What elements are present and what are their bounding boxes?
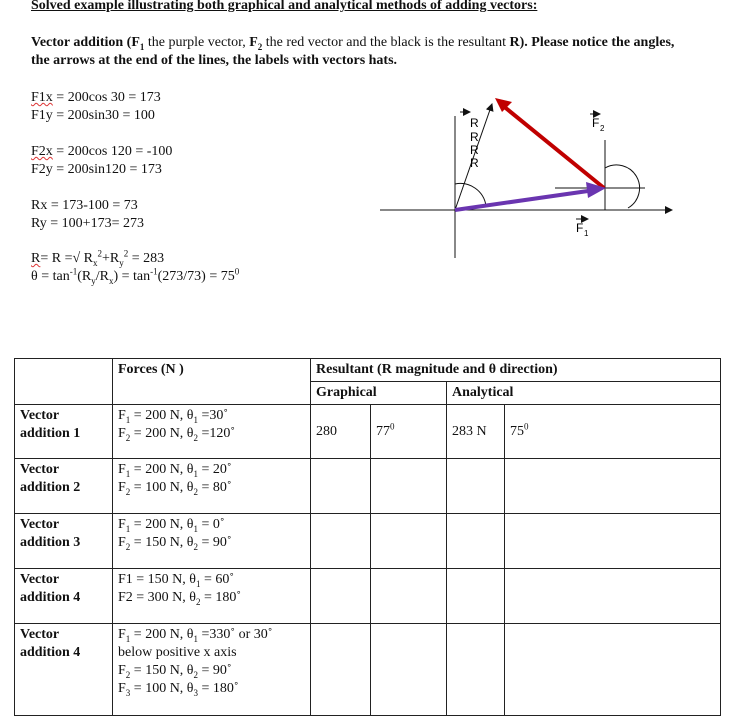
calc-theta-a: θ = tan <box>31 269 70 284</box>
graphical-magnitude-cell <box>311 405 371 459</box>
force-text: F2 = 300 N, θ <box>118 590 196 605</box>
force-line <box>118 461 305 479</box>
f1-label: F <box>576 221 584 235</box>
force-sub: 3 <box>125 687 131 698</box>
force-line <box>118 407 305 425</box>
theta-sub: 2 <box>193 541 199 552</box>
graphical-direction-cell <box>371 514 447 569</box>
table-row <box>15 514 721 569</box>
force-sub: 2 <box>125 432 131 443</box>
f2-label-sub: 2 <box>600 124 605 133</box>
angle-text: = 180˚ <box>200 590 242 605</box>
force-text: F <box>118 517 126 532</box>
calc-rmag-plus: +R <box>102 251 120 266</box>
analytical-magnitude-cell <box>447 569 505 624</box>
intro-r: R <box>509 35 520 50</box>
intro-f2: F <box>249 35 258 50</box>
force-text: = 200 N, θ <box>130 517 194 532</box>
calc-f1y: F1y = 200sin30 = 100 <box>31 108 155 123</box>
force-line <box>118 516 305 534</box>
force-text: F <box>118 627 126 642</box>
analytical-magnitude-cell <box>447 514 505 569</box>
table-row <box>15 405 721 459</box>
angle-text: = 0˚ <box>198 517 225 532</box>
theta-sub: 1 <box>196 578 201 589</box>
force-line <box>118 479 305 497</box>
calc-rmag-x: x <box>93 257 98 268</box>
force-sub: 2 <box>125 541 131 552</box>
force-line <box>118 662 305 680</box>
angle-text: = 90˚ <box>198 535 232 550</box>
intro-f2-sub: 2 <box>257 41 263 52</box>
force-line <box>118 680 305 698</box>
resultant-label: R <box>470 143 479 157</box>
intro-f2-desc: the red vector and the black is the resultant <box>262 35 510 50</box>
theta-sub: 3 <box>193 687 199 698</box>
results-table <box>14 358 721 716</box>
vector-diagram <box>360 80 690 260</box>
intro-f1: F <box>131 35 140 50</box>
calc-rmag-r: R <box>31 251 41 266</box>
forces-cell <box>113 459 311 514</box>
force-text: F <box>118 681 126 696</box>
f1-vector-line <box>455 191 588 210</box>
calc-f2x-rest: = 200cos 120 = -100 <box>52 144 173 159</box>
header-empty-cell <box>15 359 113 405</box>
theta-sub: 1 <box>193 523 199 534</box>
calc-rmag-sq2: 2 <box>123 248 129 259</box>
force-text: = 200 N, θ <box>130 408 194 423</box>
resultant-label: R <box>470 116 479 130</box>
row-label-line: addition 3 <box>20 535 81 550</box>
analytical-magnitude-cell <box>447 405 505 459</box>
theta-sub: 1 <box>193 468 199 479</box>
graphical-direction-cell <box>371 459 447 514</box>
row-label-line: Vector <box>20 627 60 642</box>
table-row <box>15 569 721 624</box>
force-text: = 200 N, θ <box>130 426 194 441</box>
calc-f1x-symbol: F1x <box>31 90 53 105</box>
calc-rmag-y: y <box>119 257 124 268</box>
analytical-direction-cell <box>505 624 721 716</box>
row-label-line: Vector <box>20 408 60 423</box>
force-sub: 1 <box>125 468 131 479</box>
force-line <box>118 626 305 644</box>
intro-lead: Vector addition ( <box>31 35 132 50</box>
graphical-direction: 77 <box>376 424 390 439</box>
calc-f1x-rest: = 200cos 30 = 173 <box>52 90 161 105</box>
calc-f2x-symbol: F2x <box>31 144 53 159</box>
graphical-direction-cell <box>371 569 447 624</box>
table-row <box>15 459 721 514</box>
calc-theta-b: (R <box>77 269 92 284</box>
calc-rmag-b: = R =√ R <box>40 251 93 266</box>
calc-theta-c: /R <box>95 269 109 284</box>
force-line <box>118 589 305 607</box>
graphical-magnitude-cell <box>311 624 371 716</box>
row-label-line: addition 4 <box>20 645 81 660</box>
forces-cell <box>113 405 311 459</box>
analytical-direction-cell <box>505 405 721 459</box>
analytical-magnitude-cell <box>447 624 505 716</box>
analytical-direction-sup: 0 <box>524 421 529 432</box>
force-text: = 150 N, θ <box>130 663 194 678</box>
analytical-direction-cell <box>505 459 721 514</box>
intro-f1-desc: the purple vector, <box>144 35 250 50</box>
angle-text: = 90˚ <box>198 663 232 678</box>
calc-f2x <box>31 143 172 161</box>
header-graphical: Graphical <box>311 382 447 405</box>
graphical-magnitude-cell <box>311 569 371 624</box>
graphical-magnitude: 280 <box>316 424 337 439</box>
angle-text: =120˚ <box>198 426 236 441</box>
calc-rmag-eq: = 283 <box>128 251 165 266</box>
f1-arrowhead <box>586 182 606 198</box>
graphical-direction-cell <box>371 624 447 716</box>
graphical-direction-sup: 0 <box>390 421 395 432</box>
force-sub: 1 <box>125 414 131 425</box>
graphical-direction-cell <box>371 405 447 459</box>
angle-text: =30˚ <box>198 408 229 423</box>
calc-rx: Rx = 173-100 = 73 <box>31 198 138 213</box>
theta-sub: 2 <box>193 486 199 497</box>
force-text: = 150 N, θ <box>130 535 194 550</box>
analytical-direction-cell <box>505 514 721 569</box>
f2-vector-line <box>502 105 604 188</box>
calc-theta-neg2: -1 <box>150 266 158 277</box>
row-label <box>15 405 113 459</box>
force-sub: 2 <box>125 669 131 680</box>
intro-f1-sub: 1 <box>139 41 145 52</box>
force-text: F1 = 150 N, θ <box>118 572 196 587</box>
forces-cell <box>113 624 311 716</box>
force-text: = 200 N, θ <box>130 462 194 477</box>
table-body <box>15 405 721 716</box>
forces-cell <box>113 514 311 569</box>
force-sub: 2 <box>125 486 131 497</box>
force-line <box>118 425 305 443</box>
calc-theta <box>31 268 239 286</box>
theta-sub: 1 <box>193 633 199 644</box>
header-analytical: Analytical <box>447 382 721 405</box>
calc-f1x <box>31 89 161 107</box>
theta-sub: 1 <box>193 414 199 425</box>
analytical-direction: 75 <box>510 424 524 439</box>
header-forces: Forces (N ) <box>113 359 311 405</box>
table-row <box>15 624 721 716</box>
graphical-magnitude-cell <box>311 514 371 569</box>
angle-text: =330˚ or 30˚ <box>198 627 273 642</box>
force-text: F <box>118 480 126 495</box>
calc-rmag-sq1: 2 <box>97 248 102 259</box>
row-label-line: Vector <box>20 572 60 587</box>
table-header-row <box>15 359 721 382</box>
row-label-line: addition 1 <box>20 426 81 441</box>
header-resultant: Resultant (R magnitude and θ direction) <box>311 359 721 382</box>
force-text: F <box>118 426 126 441</box>
force-text: = 200 N, θ <box>130 627 194 642</box>
theta-sub: 2 <box>193 669 199 680</box>
analytical-direction-cell <box>505 569 721 624</box>
calc-ry: Ry = 100+173= 273 <box>31 216 144 231</box>
analytical-magnitude: 283 N <box>452 424 487 439</box>
row-label <box>15 514 113 569</box>
calc-theta-x: x <box>108 275 114 286</box>
angle-text: = 80˚ <box>198 480 232 495</box>
force-line <box>118 644 305 662</box>
graphical-magnitude-cell <box>311 459 371 514</box>
force-sub: 1 <box>125 523 131 534</box>
force-text: F <box>118 535 126 550</box>
theta-sub: 2 <box>193 432 199 443</box>
calc-theta-e: (273/73) = 75 <box>157 269 235 284</box>
forces-cell <box>113 569 311 624</box>
calc-rmag <box>31 250 164 268</box>
f1-label-sub: 1 <box>584 229 589 238</box>
angle-text: = 60˚ <box>200 572 235 587</box>
resultant-label: R <box>470 156 479 170</box>
theta-sub: 2 <box>196 596 201 607</box>
force-text: F <box>118 462 126 477</box>
row-label <box>15 624 113 716</box>
force-sub: 1 <box>125 633 131 644</box>
calc-theta-neg1: -1 <box>69 266 78 277</box>
force-line <box>118 571 305 589</box>
resultant-label: R <box>470 130 479 144</box>
force-text: = 100 N, θ <box>130 681 194 696</box>
force-text: = 100 N, θ <box>130 480 194 495</box>
row-label-line: Vector <box>20 462 60 477</box>
row-label-line: addition 4 <box>20 590 81 605</box>
force-text: below positive x axis <box>118 645 237 660</box>
force-text: F <box>118 408 126 423</box>
angle-text: = 20˚ <box>198 462 232 477</box>
force-text: F <box>118 663 126 678</box>
f2-label: F <box>592 116 600 130</box>
row-label <box>15 569 113 624</box>
intro-tail: ). Please notice the angles, the arrows at the end of the lines, the labels with vectors hats. <box>31 35 675 68</box>
force-line <box>118 534 305 552</box>
page-title: Solved example illustrating both graphical and analytical methods of adding vectors: <box>31 0 538 13</box>
calc-f2y: F2y = 200sin120 = 173 <box>31 162 162 177</box>
calc-theta-d: ) = tan <box>113 269 151 284</box>
calc-theta-deg: 0 <box>234 266 240 277</box>
row-label <box>15 459 113 514</box>
row-label-line: addition 2 <box>20 480 81 495</box>
intro-paragraph <box>31 34 691 70</box>
analytical-magnitude-cell <box>447 459 505 514</box>
row-label-line: Vector <box>20 517 60 532</box>
angle-arc-r <box>455 183 486 206</box>
calc-theta-y: y <box>91 275 96 286</box>
angle-text: = 180˚ <box>198 681 239 696</box>
angle-arc-f2 <box>605 165 640 208</box>
